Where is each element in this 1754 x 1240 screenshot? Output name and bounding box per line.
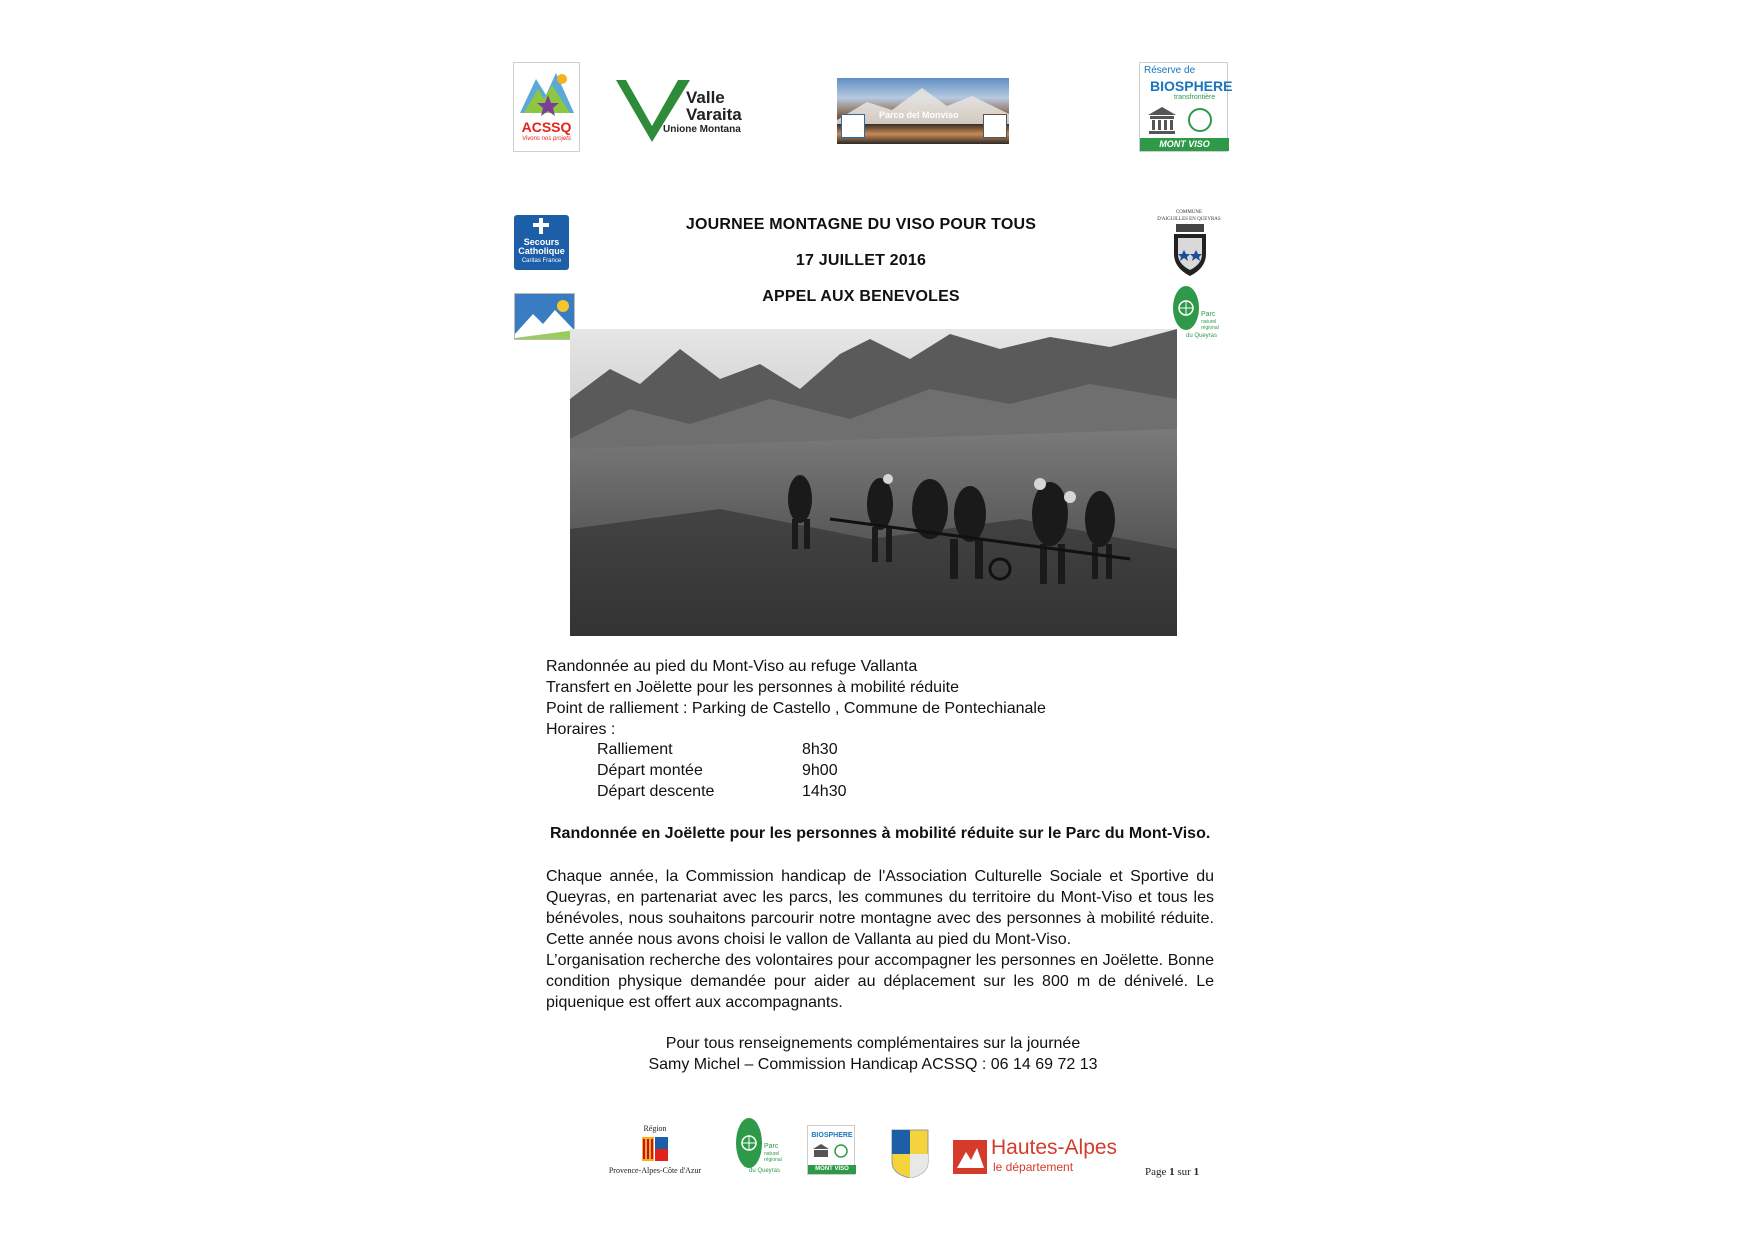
schedule-row — [597, 783, 714, 801]
region-flag-icon — [640, 1135, 670, 1163]
hautes-alpes-mountain-icon — [953, 1140, 987, 1174]
headline: Randonnée en Joëlette pour les personnes à mobilité réduite sur le Parc du Mont-Viso. — [550, 825, 1211, 842]
para-line: Cette année nous avons choisi le vallon de Vallanta au pied du Mont-Viso. — [546, 931, 1072, 948]
secours-line3: Caritas France — [521, 258, 562, 264]
hike-photo — [570, 329, 1177, 636]
region-line2: Provence-Alpes-Côte d'Azur — [608, 1166, 702, 1175]
info-line-1: Randonnée au pied du Mont-Viso au refuge Vallanta — [546, 658, 918, 675]
commune-crest-footer-logo — [890, 1128, 930, 1178]
page-sep: sur — [1174, 1166, 1194, 1178]
page-number — [1145, 1166, 1199, 1178]
parc-leaf-icon — [735, 1117, 763, 1169]
para-line: piquenique est offert aux accompagnants. — [546, 994, 843, 1011]
mountain-star-icon — [514, 65, 579, 125]
yellow-blue-crest-icon — [890, 1128, 930, 1178]
para-line: bénévoles, nous souhaitons parcourir notre montagne avec des personnes à mobilité réduite. — [546, 910, 1214, 927]
parc-queyras-footer-logo — [735, 1117, 785, 1179]
parc-footer-line1: Parc — [764, 1143, 779, 1150]
event-title: JOURNEE MONTAGNE DU VISO POUR TOUS — [685, 216, 1037, 233]
unesco-temple-icon — [1144, 105, 1224, 135]
para-line: Chaque année, la Commission handicap de l'Association Culturelle Sociale et Sportive du — [546, 868, 1214, 885]
unesco-temple-icon — [809, 1143, 855, 1159]
biosphere-logo — [1139, 62, 1233, 152]
parc-side-line2: naturel — [1201, 319, 1217, 325]
contact-line-1: Pour tous renseignements complémentaires sur la journée — [665, 1035, 1081, 1052]
biosphere-line1: Réserve de — [1144, 65, 1196, 76]
biosphere-footer-line2: MONT VISO — [808, 1165, 856, 1174]
parc-footer-line3: régional — [764, 1157, 782, 1163]
page-total: 1 — [1193, 1166, 1200, 1178]
hautes-alpes-line2: le département — [993, 1160, 1074, 1174]
schedule-time: 8h30 — [802, 741, 838, 758]
parc-side-line4: du Queyras — [1186, 333, 1218, 339]
schedule-time: 14h30 — [802, 783, 847, 800]
parc-side-line3: régional — [1201, 325, 1219, 331]
info-line-2: Transfert en Joëlette pour les personnes à mobilité réduite — [546, 679, 959, 696]
valle-line1: Valle — [686, 88, 725, 107]
biosphere-line3: transfrontière — [1174, 94, 1216, 101]
schedule-label: Départ montée — [597, 762, 703, 779]
region-paca-logo — [600, 1124, 710, 1176]
horaires-label: Horaires : — [546, 721, 616, 738]
parc-footer-line4: du Queyras — [749, 1168, 781, 1174]
schedule-time: 9h00 — [802, 762, 838, 779]
schedule-label: Ralliement — [597, 741, 673, 758]
biosphere-footer-logo — [807, 1125, 855, 1175]
commune-line1: COMMUNE — [1175, 210, 1203, 215]
parco-label: Parco del Monviso — [879, 110, 959, 120]
acssq-name: ACSSQ — [521, 119, 572, 135]
valle-varaita-logo — [616, 76, 756, 142]
parco-monviso-logo — [837, 78, 1009, 144]
event-subtitle: APPEL AUX BENEVOLES — [762, 288, 960, 305]
secours-line1: Secours — [523, 237, 560, 247]
commune-line2: D'AIGUILLES EN QUEYRAS — [1157, 217, 1221, 222]
parc-side-line1: Parc — [1201, 311, 1216, 318]
page-current: 1 — [1169, 1166, 1175, 1178]
secours-line2: Catholique — [518, 246, 565, 256]
para-line: Queyras, en partenariat avec les parcs, les communes du territoire du Mont-Viso et tous les — [546, 889, 1214, 906]
parco-badge-right — [983, 114, 1007, 138]
region-line1: Région — [643, 1124, 667, 1133]
para-line: L’organisation recherche des volontaires pour accompagner les personnes en Joëlette. Bonne — [546, 952, 1214, 969]
parc-footer-line2: naturel — [764, 1151, 780, 1157]
biosphere-line2: BIOSPHERE — [1150, 78, 1233, 94]
acssq-logo — [513, 62, 580, 152]
mountain-hikers-image — [570, 329, 1177, 636]
valle-line3: Unione Montana — [663, 124, 741, 135]
schedule-row — [597, 741, 673, 759]
info-line-3: Point de ralliement : Parking de Castello , Commune de Pontechianale — [546, 700, 1046, 717]
schedule-row — [597, 762, 703, 780]
contact-line-2: Samy Michel – Commission Handicap ACSSQ : 06 14 69 72 13 — [648, 1056, 1098, 1073]
valle-line2: Varaita — [686, 105, 742, 124]
biosphere-footer: MONT VISO — [1140, 138, 1229, 151]
page-prefix: Page — [1145, 1166, 1170, 1178]
acssq-tagline: Vivons nos projets — [522, 136, 571, 142]
schedule-label: Départ descente — [597, 783, 715, 800]
parco-badge-left — [841, 114, 865, 138]
body-paragraph — [546, 866, 1214, 1013]
hautes-alpes-line1: Hautes-Alpes — [991, 1136, 1118, 1159]
hautes-alpes-logo — [953, 1136, 1133, 1176]
event-date: 17 JUILLET 2016 — [795, 252, 927, 269]
biosphere-footer-line1: BIOSPHERE — [811, 1132, 853, 1139]
para-line: condition physique demandée pour aider au déplacement sur les 800 m de dénivelé. Le — [546, 973, 1214, 990]
